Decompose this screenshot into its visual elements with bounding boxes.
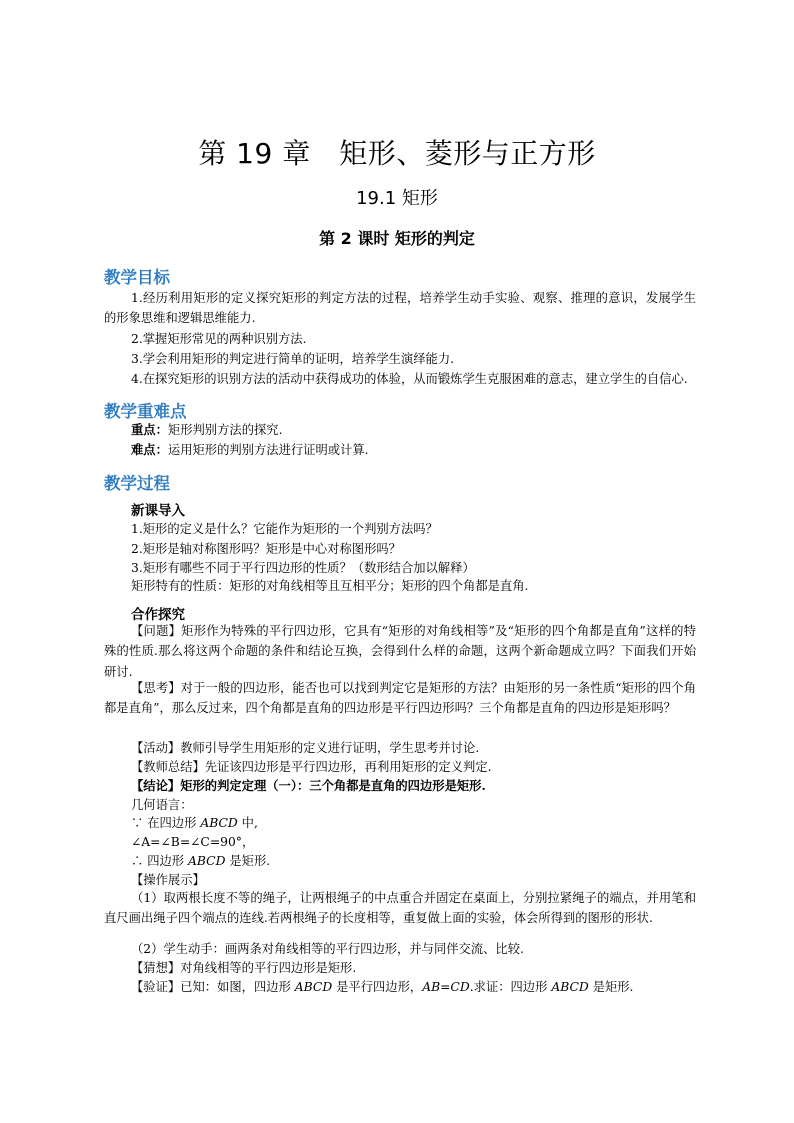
chapter-title: 第 19 章 矩形、菱形与正方形 [198, 137, 596, 170]
objective-item-2: 2.掌握矩形常见的两种识别方法. [131, 332, 307, 346]
verify-prefix: 【验证】已知：如图，四边形 [131, 980, 295, 994]
objective-item-3: 3.学会利用矩形的判定进行简单的证明，培养学生演绎能力. [131, 352, 455, 366]
intro-question-1: 1.矩形的定义是什么？它能作为矩形的一个判别方法吗？ [131, 522, 438, 536]
explore-think: 【思考】对于一般的四边形，能否也可以找到判定它是矩形的方法？由矩形的另一条性质“矩形的四个角都是直角”，那么反过来，四个角都是直角的四边形是平行四边形吗？三个角都是直角的四边形是矩形吗？ [104, 681, 696, 716]
operation-step-2: （2）学生动手：画两条对角线相等的平行四边形，并与同伴交流、比较. [131, 942, 524, 956]
key-point-text: 矩形判别方法的探究. [167, 423, 283, 437]
key-point-label: 重点： [131, 422, 168, 437]
verify-mid-2: .求证：四边形 [469, 980, 552, 994]
geo-line-1-var: ABCD [200, 816, 238, 830]
section-title: 19.1 矩形 [356, 188, 438, 209]
lesson-title: 第 2 课时 矩形的判定 [319, 229, 475, 248]
process-heading: 教学过程 [104, 474, 170, 493]
intro-question-2: 2.矩形是轴对称图形吗？矩形是中心对称图形吗？ [131, 542, 401, 556]
geo-line-2: ∠A=∠B=∠C=90°， [131, 835, 255, 849]
verify-var-1: ABCD [294, 980, 333, 994]
operation-step-1: （1）取两根长度不等的绳子，让两根绳子的中点重合并固定在桌面上，分别拉紧绳子的端点，并用笔和直尺画出绳子四个端点的连线.若两根绳子的长度相等，重复做上面的实验，体会所得到的图形的形状. [104, 891, 696, 926]
explore-conclusion: 【结论】矩形的判定定理（一）：三个角都是直角的四边形是矩形. [131, 778, 486, 793]
intro-summary: 矩形特有的性质：矩形的对角线相等且互相平分；矩形的四个角都是直角. [131, 579, 529, 593]
intro-question-3: 3.矩形有哪些不同于平行四边形的性质？（数形结合加以解释） [131, 561, 475, 575]
difficulty-line [131, 440, 701, 460]
difficulty-label: 难点： [131, 442, 168, 457]
verify-equation: AB=CD [422, 980, 470, 994]
guess: 【猜想】对角线相等的平行四边形是矩形. [131, 961, 357, 975]
explore-activity: 【活动】教师引导学生用矩形的定义进行证明，学生思考并讨论. [131, 741, 480, 755]
verify-mid: 是平行四边形， [332, 980, 423, 994]
difficulty-text: 运用矩形的判别方法进行证明或计算. [167, 443, 369, 457]
objective-item-4: 4.在探究矩形的识别方法的活动中获得成功的体验，从而锻炼学生克服困难的意志，建立学生的自信心. [131, 372, 688, 386]
intro-title: 新课导入 [131, 503, 185, 519]
geo-line-1-suffix: 中, [237, 816, 258, 830]
key-points-heading: 教学重难点 [104, 402, 187, 421]
objective-item-1: 1.经历利用矩形的定义探究矩形的判定方法的过程，培养学生动手实验、观察、推理的意识，发展学生的形象思维和逻辑思维能力. [104, 291, 696, 326]
geo-line-3-var: ABCD [188, 854, 226, 868]
geo-line-3-suffix: 是矩形. [225, 854, 271, 868]
explore-teacher-summary: 【教师总结】先证该四边形是平行四边形，再利用矩形的定义判定. [131, 760, 492, 774]
verify-var-2: ABCD [551, 980, 589, 994]
geo-line-1 [131, 813, 701, 833]
key-point-line [131, 420, 701, 440]
geo-line-1-prefix: ∵ 在四边形 [131, 816, 201, 830]
geo-language-label: 几何语言： [131, 798, 193, 812]
explore-question: 【问题】矩形作为特殊的平行四边形，它具有“矩形的对角线相等”及“矩形的四个角都是直角”这样的特殊的性质.那么将这两个命题的条件和结论互换，会得到什么样的命题，这两个新命题成立吗？下面我们开始研讨. [104, 624, 696, 679]
geo-line-3 [131, 851, 701, 871]
explore-title: 合作探究 [131, 607, 185, 623]
objectives-heading: 教学目标 [104, 268, 170, 287]
geo-line-3-prefix: ∴ 四边形 [131, 854, 189, 868]
verify-suffix: 是矩形. [588, 980, 634, 994]
verify [131, 977, 701, 997]
operation-title: 【操作展示】 [131, 873, 205, 887]
